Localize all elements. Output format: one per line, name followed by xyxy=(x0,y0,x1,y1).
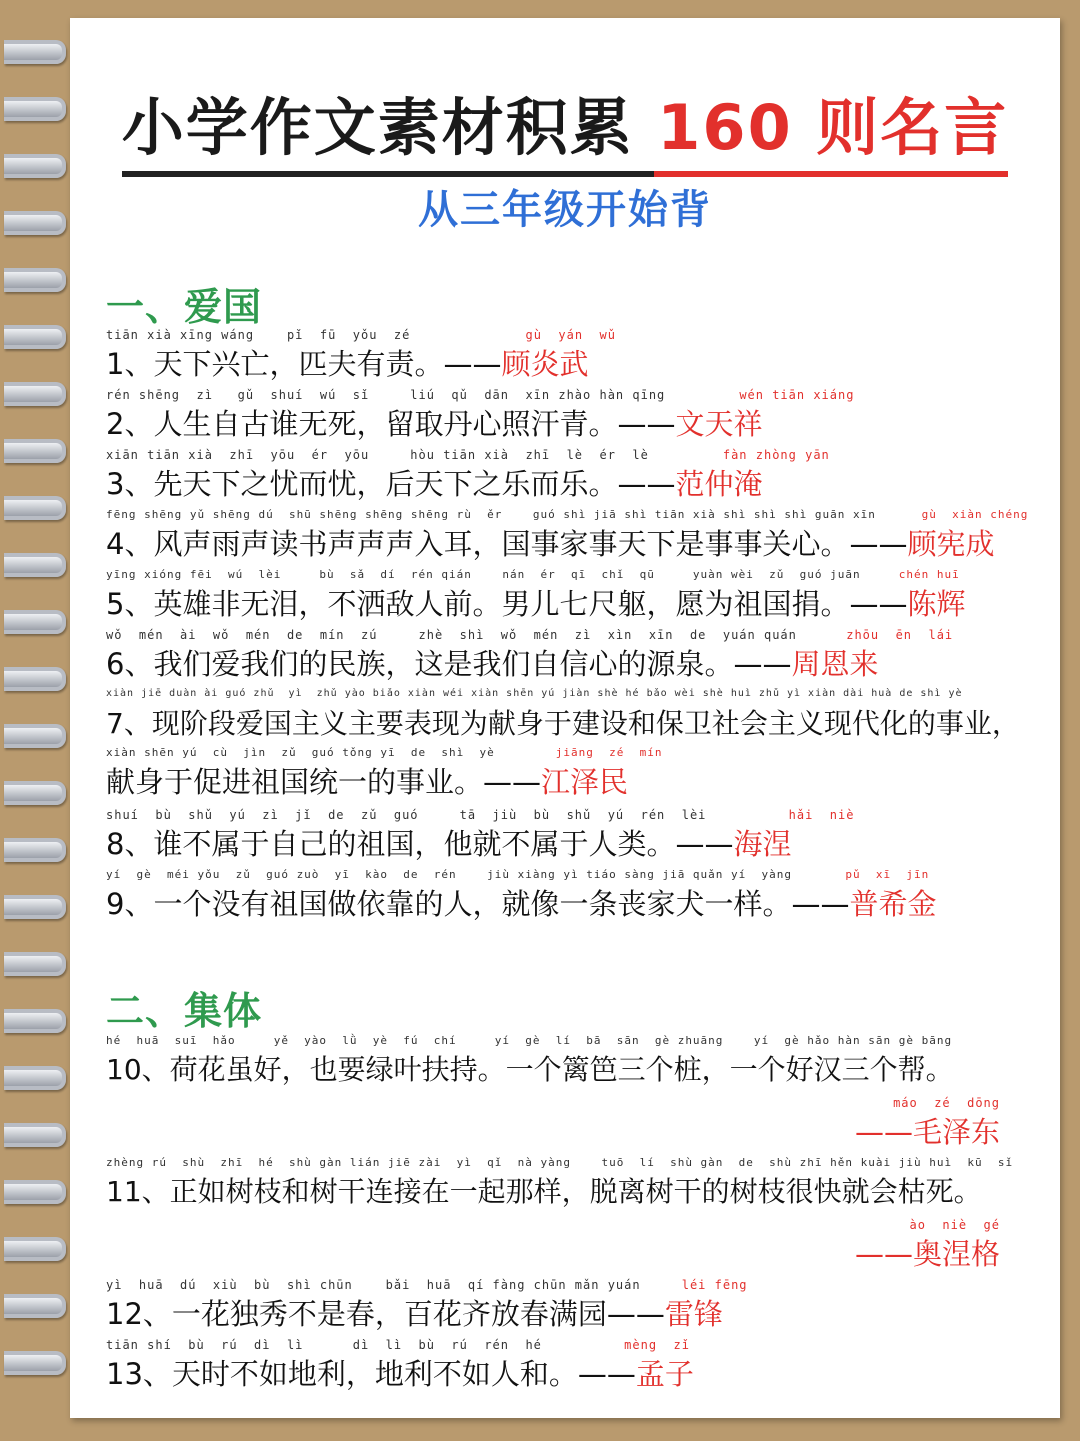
quote-text: 4、风声雨声读书声声声入耳，国事家事天下是事事关心。——顾宪成 xyxy=(106,527,995,561)
spiral-ring xyxy=(4,382,66,406)
quote-author: 海涅 xyxy=(733,827,792,861)
spiral-ring xyxy=(4,1237,66,1261)
quote-13 xyxy=(106,1338,1040,1392)
quote-pinyin: tiān xià xīng wáng pǐ fū yǒu zé gù yán wǔ xyxy=(106,328,616,342)
quote-11 xyxy=(106,1156,1040,1272)
title-part1: 小学作文素材积累 xyxy=(121,91,634,164)
quote-5 xyxy=(106,568,1040,622)
quote-author: ——毛泽东 xyxy=(854,1115,1000,1149)
quote-text: 6、我们爱我们的民族，这是我们自信心的源泉。——周恩来 xyxy=(106,647,879,681)
quote-pinyin: yí gè méi yǒu zǔ guó zuò yī kào de rén jiù xiàng yì tiáo sàng jiā quǎn yí yàng pǔ xī jīn xyxy=(106,868,930,881)
quote-author: 雷锋 xyxy=(664,1297,723,1331)
spiral-ring xyxy=(4,1066,66,1090)
notebook-page xyxy=(70,18,1060,1418)
spiral-ring xyxy=(4,1009,66,1033)
quote-pinyin: zhèng rú shù zhī hé shù gàn lián jiē zài yì qǐ nà yàng tuō lí shù gàn de shù zhī hěn kuài jiù huì kū sǐ xyxy=(106,1156,1014,1169)
spiral-binding xyxy=(0,40,70,1420)
spiral-ring xyxy=(4,724,66,748)
quote-pinyin: hé huā suī hǎo yě yào lǜ yè fú chí yí gè lí bā sān gè zhuāng yí gè hǎo hàn sān gè bāng xyxy=(106,1034,953,1047)
quote-text: 13、天时不如地利，地利不如人和。——孟子 xyxy=(106,1357,694,1391)
quote-7 xyxy=(106,688,1040,800)
spiral-ring xyxy=(4,1180,66,1204)
quote-6 xyxy=(106,628,1040,682)
quote-12 xyxy=(106,1278,1040,1332)
section-heading-patriotism: 一、爱国 xyxy=(106,285,263,329)
quote-author-pinyin: máo zé dōng xyxy=(893,1096,1000,1110)
quote-1 xyxy=(106,328,1040,382)
page-header xyxy=(70,78,1060,177)
quote-text: 2、人生自古谁无死，留取丹心照汗青。——文天祥 xyxy=(106,407,763,441)
spiral-ring xyxy=(4,97,66,121)
spiral-ring xyxy=(4,268,66,292)
spiral-ring xyxy=(4,40,66,64)
quote-text: 5、英雄非无泪，不洒敌人前。男儿七尺躯，愿为祖国捐。——陈辉 xyxy=(106,587,966,621)
spiral-ring xyxy=(4,952,66,976)
spiral-ring xyxy=(4,439,66,463)
spiral-ring xyxy=(4,1294,66,1318)
quote-author: 文天祥 xyxy=(675,407,763,441)
quote-text: 11、正如树枝和树干连接在一起那样，脱离树干的树枝很快就会枯死。 xyxy=(106,1175,982,1208)
quote-pinyin: yīng xióng fēi wú lèi bù sǎ dí rén qián nán ér qī chǐ qū yuàn wèi zǔ guó juān chén huī xyxy=(106,568,960,581)
quote-text: 9、一个没有祖国做依靠的人，就像一条丧家犬一样。——普希金 xyxy=(106,887,937,921)
spiral-ring xyxy=(4,838,66,862)
quote-author: 周恩来 xyxy=(791,647,879,681)
quote-text: 3、先天下之忧而忧，后天下之乐而乐。——范仲淹 xyxy=(106,467,763,501)
quote-text: 1、天下兴亡，匹夫有责。——顾炎武 xyxy=(106,347,589,381)
quote-author: 普希金 xyxy=(849,887,937,921)
quote-pinyin: wǒ mén ài wǒ mén de mín zú zhè shì wǒ mén zì xìn xīn de yuán quán zhōu ēn lái xyxy=(106,628,954,642)
quote-author: 孟子 xyxy=(635,1357,694,1391)
quote-9 xyxy=(106,868,1040,922)
quote-pinyin: xiān tiān xià zhī yōu ér yōu hòu tiān xià zhī lè ér lè fàn zhòng yān xyxy=(106,448,830,462)
quote-author: 范仲淹 xyxy=(675,467,763,501)
quote-3 xyxy=(106,448,1040,502)
spiral-ring xyxy=(4,895,66,919)
page-subtitle: 从三年级开始背 xyxy=(418,187,712,233)
quote-text: 8、谁不属于自己的祖国，他就不属于人类。——海涅 xyxy=(106,827,792,861)
page-title xyxy=(122,78,1009,177)
spiral-ring xyxy=(4,553,66,577)
quote-8 xyxy=(106,808,1040,862)
quote-author: 陈辉 xyxy=(907,587,966,621)
section-heading-collective: 二、集体 xyxy=(106,989,263,1033)
quote-pinyin: fēng shēng yǔ shēng dú shū shēng shēng shēng rù ěr guó shì jiā shì tiān xià shì shì shì guān xīn gù xiàn chéng xyxy=(106,508,1029,521)
spiral-ring xyxy=(4,496,66,520)
quote-author: ——奥涅格 xyxy=(854,1237,1000,1271)
quote-author: 顾炎武 xyxy=(501,347,589,381)
title-part2: 160 则名言 xyxy=(657,91,1009,164)
quote-2 xyxy=(106,388,1040,442)
spiral-ring xyxy=(4,325,66,349)
quote-text: 12、一花独秀不是春，百花齐放春满园——雷锋 xyxy=(106,1297,723,1331)
quote-text: 7、现阶段爱国主义主要表现为献身于建设和保卫社会主义现代化的事业， xyxy=(106,707,1020,740)
spiral-ring xyxy=(4,1351,66,1375)
quote-4 xyxy=(106,508,1040,562)
spiral-ring xyxy=(4,211,66,235)
quote-pinyin: yì huā dú xiù bù shì chūn bǎi huā qí fàng chūn mǎn yuán léi fēng xyxy=(106,1278,748,1292)
quote-pinyin: rén shēng zì gǔ shuí wú sǐ liú qǔ dān xīn zhào hàn qīng wén tiān xiáng xyxy=(106,388,855,402)
quote-author-pinyin: ào niè gé xyxy=(909,1218,1000,1232)
quote-pinyin-line2: xiàn shēn yú cù jìn zǔ guó tǒng yī de shì yè jiāng zé mín xyxy=(106,746,663,759)
quote-author: 顾宪成 xyxy=(907,527,995,561)
quote-pinyin: shuí bù shǔ yú zì jǐ de zǔ guó tā jiù bù shǔ yú rén lèi hǎi niè xyxy=(106,808,855,822)
spiral-ring xyxy=(4,781,66,805)
quote-text-line2: 献身于促进祖国统一的事业。——江泽民 xyxy=(106,765,629,799)
quote-author: 江泽民 xyxy=(541,765,629,799)
spiral-ring xyxy=(4,667,66,691)
spiral-ring xyxy=(4,1123,66,1147)
spiral-ring xyxy=(4,154,66,178)
quote-10 xyxy=(106,1034,1040,1150)
spiral-ring xyxy=(4,610,66,634)
quote-text: 10、荷花虽好，也要绿叶扶持。一个篱笆三个桩，一个好汉三个帮。 xyxy=(106,1053,954,1086)
quote-pinyin: xiàn jiē duàn ài guó zhǔ yì zhǔ yào biǎo xiàn wéi xiàn shēn yú jiàn shè hé bǎo wèi shè huì zhǔ yì xiàn dài huà de shì yè xyxy=(106,688,963,699)
quote-pinyin: tiān shí bù rú dì lì dì lì bù rú rén hé mèng zǐ xyxy=(106,1338,690,1352)
